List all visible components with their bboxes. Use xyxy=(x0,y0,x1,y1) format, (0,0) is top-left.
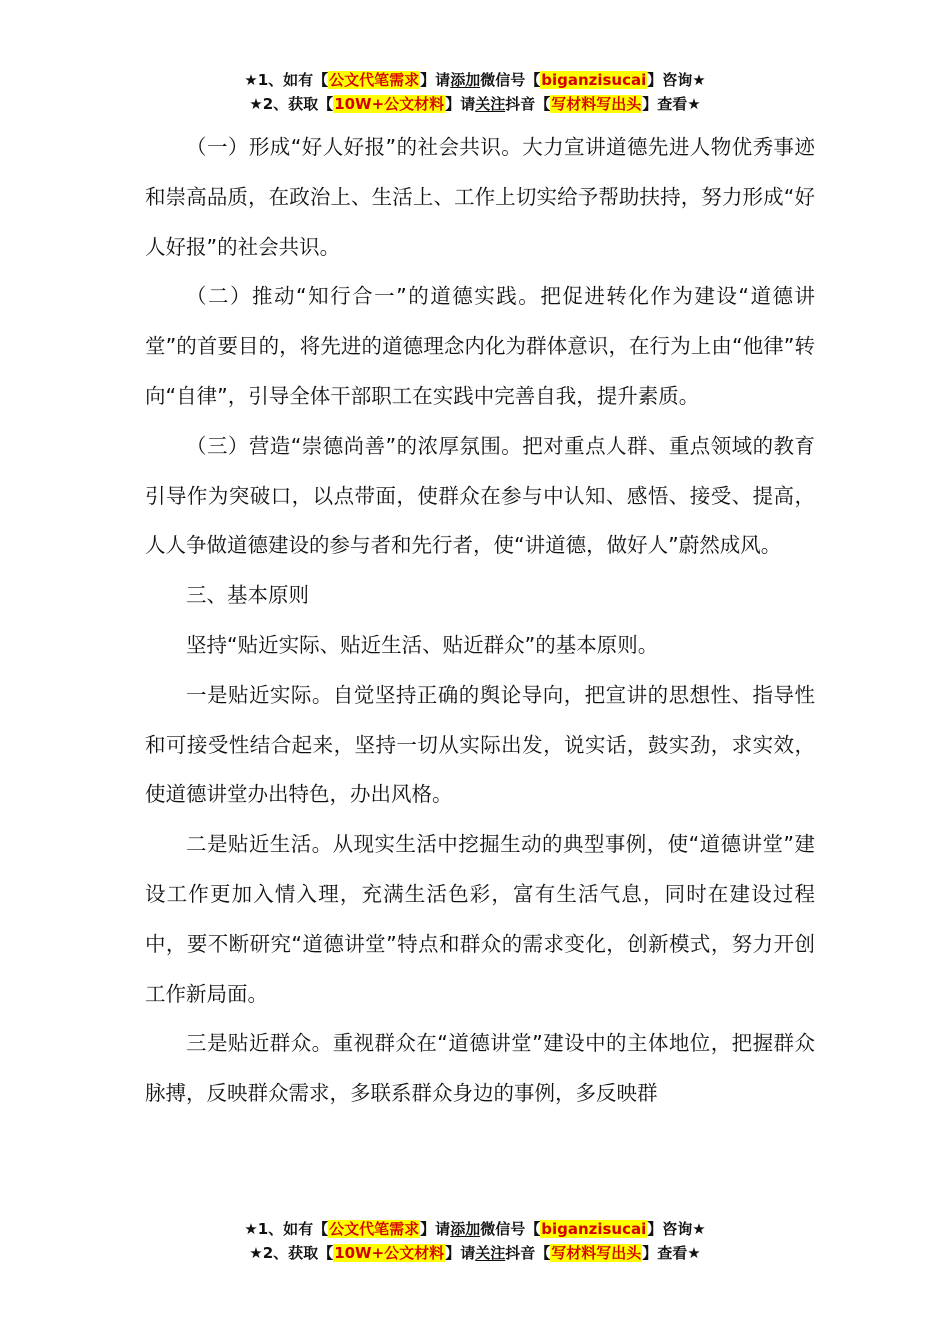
banner-emphasis: 添加 xyxy=(450,1220,481,1238)
banner-text: 】咨询★ xyxy=(647,1220,706,1238)
paragraph: （二）推动“知行合一”的道德实践。把促进转化作为建设“道德讲堂”的首要目的，将先进的道德理念内化为群体意识，在行为上由“他律”转向“自律”，引导全体干部职工在实践中完善自我，提升素质。 xyxy=(145,284,815,408)
banner-text: 抖音【 xyxy=(505,1244,551,1262)
banner-emphasis: 关注 xyxy=(475,95,506,113)
banner-text: 】请 xyxy=(445,95,476,113)
banner-emphasis: 添加 xyxy=(450,71,481,89)
banner-line-1 xyxy=(0,68,950,92)
banner-text: ★2、获取【 xyxy=(249,1244,334,1262)
banner-highlight: biganzisucai xyxy=(541,1220,647,1238)
section-heading: 三、基本原则 xyxy=(186,583,309,608)
banner-text: 微信号【 xyxy=(480,71,541,89)
banner-highlight: 公文代笔需求 xyxy=(329,1220,420,1238)
header-banner xyxy=(0,68,950,116)
banner-text: 】查看★ xyxy=(642,1244,701,1262)
banner-highlight: 10W+公文材料 xyxy=(334,1244,445,1262)
banner-highlight: 写材料写出头 xyxy=(551,95,642,113)
banner-text: 】查看★ xyxy=(642,95,701,113)
document-body xyxy=(145,123,815,1119)
banner-text: 】请 xyxy=(445,1244,476,1262)
paragraph: （一）形成“好人好报”的社会共识。大力宣讲道德先进人物优秀事迹和崇高品质，在政治上、生活上、工作上切实给予帮助扶持，努力形成“好人好报”的社会共识。 xyxy=(145,135,815,259)
banner-text: ★1、如有【 xyxy=(244,1220,329,1238)
banner-highlight: 写材料写出头 xyxy=(551,1244,642,1262)
paragraph: 坚持“贴近实际、贴近生活、贴近群众”的基本原则。 xyxy=(186,632,659,657)
paragraph: （三）营造“崇德尚善”的浓厚氛围。把对重点人群、重点领域的教育引导作为突破口，以点带面，使群众在参与中认知、感悟、接受、提高，人人争做道德建设的参与者和先行者，使“讲道德，做好人”蔚然成风。 xyxy=(145,433,815,558)
banner-highlight: biganzisucai xyxy=(541,71,647,89)
banner-text: ★1、如有【 xyxy=(244,71,329,89)
footer-banner xyxy=(0,1217,950,1265)
banner-emphasis: 关注 xyxy=(475,1244,506,1262)
paragraph: 二是贴近生活。从现实生活中挖掘生动的典型事例，使“道德讲堂”建设工作更加入情入理，充满生活色彩，富有生活气息，同时在建设过程中，要不断研究“道德讲堂”特点和群众的需求变化，创新模式，努力开创工作新局面。 xyxy=(145,832,815,1006)
banner-text: ★2、获取【 xyxy=(249,95,334,113)
banner-highlight: 公文代笔需求 xyxy=(329,71,420,89)
paragraph: 三是贴近群众。重视群众在“道德讲堂”建设中的主体地位，把握群众脉搏，反映群众需求，多联系群众身边的事例，多反映群 xyxy=(145,1031,815,1106)
banner-text: 微信号【 xyxy=(480,1220,541,1238)
banner-text: 】请 xyxy=(420,1220,451,1238)
banner-line-1 xyxy=(0,1217,950,1241)
banner-line-2 xyxy=(0,1241,950,1265)
paragraph: 一是贴近实际。自觉坚持正确的舆论导向，把宣讲的思想性、指导性和可接受性结合起来，坚持一切从实际出发，说实话，鼓实劲，求实效，使道德讲堂办出特色，办出风格。 xyxy=(145,682,815,807)
banner-line-2 xyxy=(0,92,950,116)
banner-text: 抖音【 xyxy=(505,95,551,113)
banner-highlight: 10W+公文材料 xyxy=(334,95,445,113)
banner-text: 】请 xyxy=(420,71,451,89)
banner-text: 】咨询★ xyxy=(647,71,706,89)
